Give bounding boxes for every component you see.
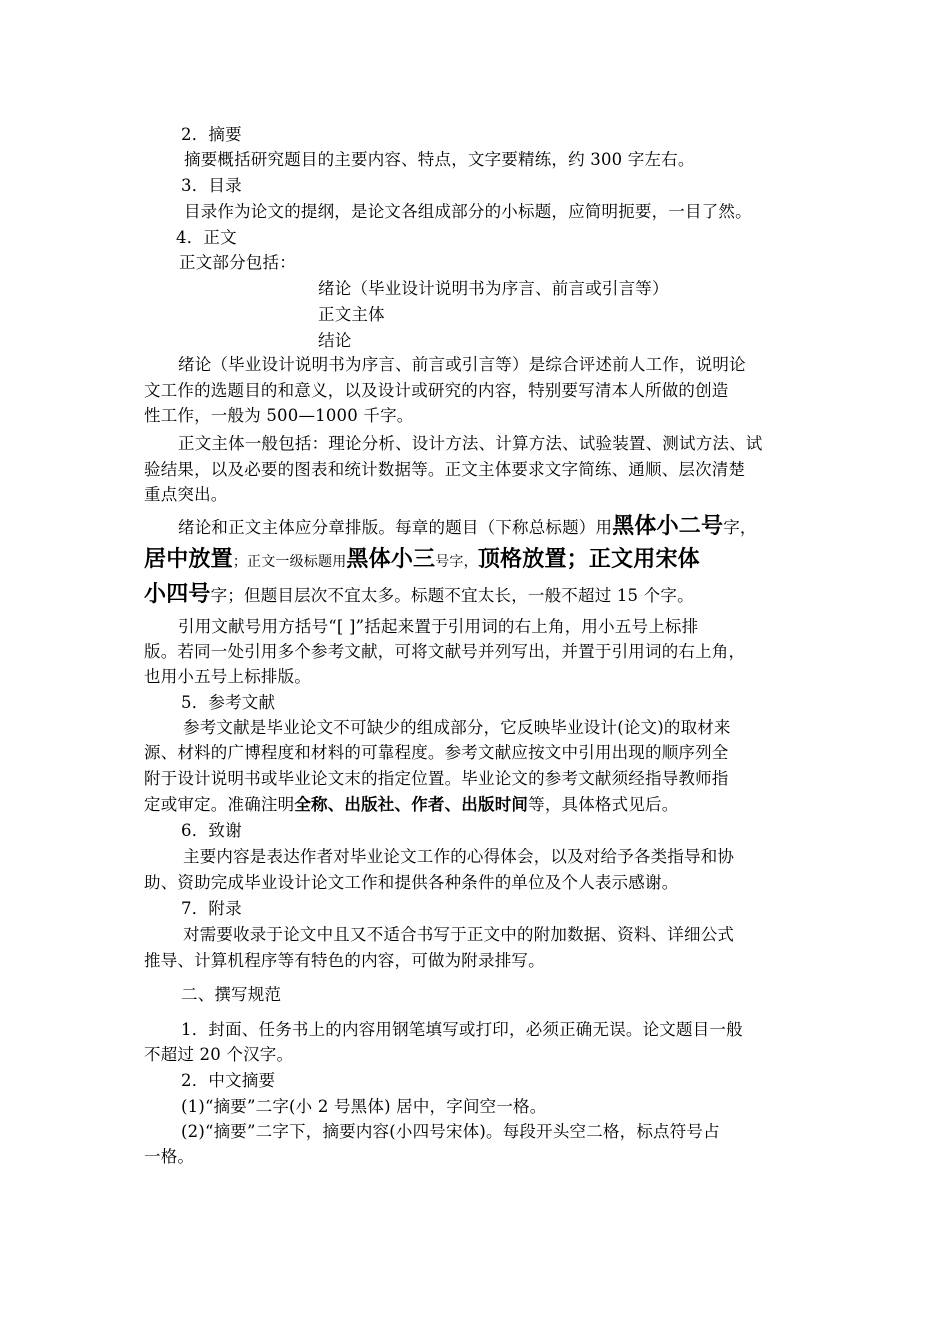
paragraph-line: 附于设计说明书或毕业论文末的指定位置。毕业论文的参考文献须经指导教师指 bbox=[144, 769, 729, 788]
references-heading: 5．参考文献 bbox=[181, 693, 276, 712]
paragraph-line: 验结果，以及必要的图表和统计数据等。正文主体要求文字简练、通顺、层次清楚 bbox=[144, 460, 746, 479]
format-paragraph-line bbox=[144, 580, 694, 611]
emphasis-run: 全称、出版社、作者、出版时间 bbox=[294, 795, 529, 814]
format-paragraph-line bbox=[178, 512, 757, 543]
text-run: 号字， bbox=[435, 554, 478, 570]
paragraph-line: 版。若同一处引用多个参考文献，可将文献号并列写出，并置于引用词的右上角， bbox=[144, 642, 746, 661]
text-run: 绪论和正文主体应分章排版。每章的题目（下称总标题）用 bbox=[178, 518, 613, 537]
paragraph-line: 助、资助完成毕业设计论文工作和提供各种条件的单位及个人表示感谢。 bbox=[144, 873, 679, 892]
emphasis-run: 黑体小二号 bbox=[612, 514, 724, 539]
emphasis-run: 居中放置 bbox=[144, 547, 233, 572]
norms-heading: 二、撰写规范 bbox=[181, 985, 282, 1004]
paragraph-line: 正文主体一般包括：理论分析、设计方法、计算方法、试验装置、测试方法、试 bbox=[178, 434, 763, 453]
text-run: 字， bbox=[723, 518, 757, 537]
main-text-part: 结论 bbox=[318, 331, 352, 350]
paragraph-line: 也用小五号上标排版。 bbox=[144, 667, 311, 686]
paragraph-line: 不超过 20 个汉字。 bbox=[144, 1045, 294, 1064]
text-run: ；正文一级标题用 bbox=[232, 554, 347, 570]
paragraph-line: 推导、计算机程序等有特色的内容，可做为附录排写。 bbox=[144, 951, 545, 970]
paragraph-line: 绪论（毕业设计说明书为序言、前言或引言等）是综合评述前人工作，说明论 bbox=[178, 355, 746, 374]
paragraph-line: 1．封面、任务书上的内容用钢笔填写或打印，必须正确无误。论文题目一般 bbox=[181, 1020, 743, 1039]
paragraph-line: 源、材料的广博程度和材料的可靠程度。参考文献应按文中引用出现的顺序列全 bbox=[144, 743, 729, 762]
paragraph-line bbox=[144, 793, 678, 817]
paragraph-line: 引用文献号用方括号“[ ]”括起来置于引用词的右上角，用小五号上标排 bbox=[178, 617, 699, 636]
emphasis-run: 顶格放置；正文用宋体 bbox=[477, 547, 700, 572]
toc-heading: 3．目录 bbox=[181, 176, 242, 195]
emphasis-run: 小四号 bbox=[144, 582, 211, 607]
toc-body: 目录作为论文的提纲，是论文各组成部分的小标题，应简明扼要，一目了然。 bbox=[184, 202, 752, 221]
text-run: 字；但题目层次不宜太多。标题不宜太长，一般不超过 15 个字。 bbox=[210, 586, 694, 605]
text-run: 定或审定。准确注明 bbox=[144, 795, 295, 814]
emphasis-run: 黑体小三 bbox=[346, 547, 436, 572]
abstract-heading: 2．摘要 bbox=[181, 125, 242, 144]
norms-subheading: 2．中文摘要 bbox=[181, 1071, 276, 1090]
thanks-heading: 6．致谢 bbox=[181, 821, 242, 840]
paragraph-line: 重点突出。 bbox=[144, 485, 228, 504]
abstract-body: 摘要概括研究题目的主要内容、特点，文字要精练，约 300 字左右。 bbox=[184, 150, 695, 169]
main-text-part: 正文主体 bbox=[318, 305, 385, 324]
paragraph-line: 一格。 bbox=[144, 1147, 195, 1166]
main-text-part: 绪论（毕业设计说明书为序言、前言或引言等） bbox=[318, 279, 669, 298]
appendix-heading: 7．附录 bbox=[181, 899, 242, 918]
main-text-heading: 4．正文 bbox=[176, 228, 237, 247]
text-run: 等，具体格式见后。 bbox=[528, 795, 679, 814]
paragraph-line: 主要内容是表达作者对毕业论文工作的心得体会，以及对给予各类指导和协 bbox=[183, 847, 735, 866]
paragraph-line: 参考文献是毕业论文不可缺少的组成部分，它反映毕业设计(论文)的取材来 bbox=[183, 718, 731, 737]
format-paragraph-line bbox=[144, 545, 700, 577]
paragraph-line: 性工作，一般为 500—1000 千字。 bbox=[144, 406, 414, 425]
paragraph-line: 对需要收录于论文中且又不适合书写于正文中的附加数据、资料、详细公式 bbox=[183, 925, 735, 944]
paragraph-line: 文工作的选题目的和意义，以及设计或研究的内容，特别要写清本人所做的创造 bbox=[144, 381, 729, 400]
paragraph-line: (1)“摘要”二字(小 2 号黑体) 居中，字间空一格。 bbox=[181, 1097, 547, 1116]
main-text-intro: 正文部分包括： bbox=[179, 253, 296, 272]
paragraph-line: (2)“摘要”二字下，摘要内容(小四号宋体)。每段开头空二格，标点符号占 bbox=[181, 1122, 720, 1141]
